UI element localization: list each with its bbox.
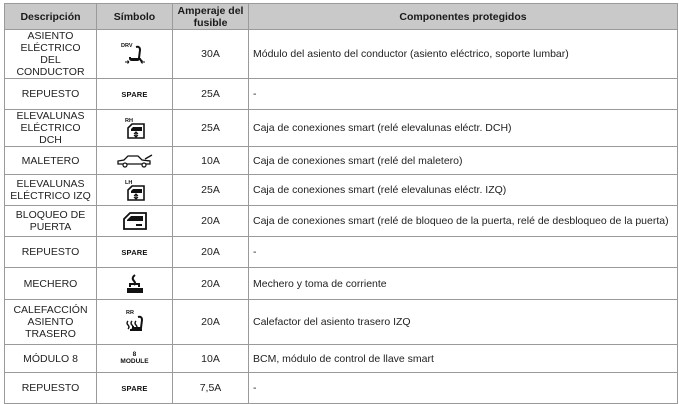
heated-seat-icon (121, 308, 149, 336)
row-components: Caja de conexiones smart (relé del maletero) (249, 147, 678, 175)
row-components: Calefactor del asiento trasero IZQ (249, 300, 678, 345)
row-symbol (97, 206, 173, 237)
row-description: REPUESTO (5, 373, 97, 404)
icon-label: LH (124, 180, 132, 186)
table-row (5, 300, 678, 345)
table-row (5, 206, 678, 237)
table-row (5, 110, 678, 147)
row-symbol (97, 30, 173, 79)
door-lock-icon (122, 211, 148, 231)
module-number: 8 (132, 351, 137, 358)
row-components: BCM, módulo de control de llave smart (249, 345, 678, 373)
header-symbol: Símbolo (97, 4, 173, 30)
row-description: ASIENTO ELÉCTRICO DEL CONDUCTOR (5, 30, 97, 79)
row-amperage: 25A (173, 79, 249, 110)
row-amperage: 20A (173, 237, 249, 268)
icon-label: DRV (120, 43, 133, 49)
row-description: ELEVALUNAS ELÉCTRICO IZQ (5, 175, 97, 206)
module-text: MODULE (120, 358, 149, 365)
row-amperage: 30A (173, 30, 249, 79)
row-amperage: 25A (173, 110, 249, 147)
table-row (5, 345, 678, 373)
table-row (5, 175, 678, 206)
row-symbol (97, 373, 173, 404)
row-description: ELEVALUNAS ELÉCTRICO DCH (5, 110, 97, 147)
header-components: Componentes protegidos (249, 4, 678, 30)
row-description: CALEFACCIÓN ASIENTO TRASERO (5, 300, 97, 345)
row-description: REPUESTO (5, 237, 97, 268)
row-amperage: 20A (173, 300, 249, 345)
row-symbol (97, 110, 173, 147)
power-window-icon (122, 178, 148, 202)
row-description: MALETERO (5, 147, 97, 175)
table-row (5, 373, 678, 404)
header-description: Descripción (5, 4, 97, 30)
row-symbol (97, 147, 173, 175)
spare-label: SPARE (121, 248, 148, 257)
table-row (5, 237, 678, 268)
table-header-row (5, 4, 678, 30)
header-amperage: Amperaje del fusible (173, 4, 249, 30)
row-amperage: 20A (173, 268, 249, 300)
row-description: REPUESTO (5, 79, 97, 110)
row-components: Caja de conexiones smart (relé elevalunas eléctr. DCH) (249, 110, 678, 147)
power-window-icon (122, 116, 148, 140)
row-components: - (249, 79, 678, 110)
row-symbol (97, 175, 173, 206)
table-row (5, 147, 678, 175)
row-components: Mechero y toma de corriente (249, 268, 678, 300)
row-symbol (97, 79, 173, 110)
spare-label: SPARE (121, 90, 148, 99)
trunk-icon (115, 153, 155, 169)
row-symbol (97, 300, 173, 345)
row-amperage: 7,5A (173, 373, 249, 404)
fuse-table (4, 3, 678, 404)
row-components: - (249, 373, 678, 404)
row-description: MECHERO (5, 268, 97, 300)
row-symbol (97, 268, 173, 300)
table-row (5, 30, 678, 79)
spare-label: SPARE (121, 384, 148, 393)
row-symbol (97, 345, 173, 373)
driver-seat-icon (120, 41, 150, 67)
cigar-lighter-icon (124, 273, 146, 295)
row-components: Módulo del asiento del conductor (asiento eléctrico, soporte lumbar) (249, 30, 678, 79)
module-label (120, 351, 148, 365)
row-components: Caja de conexiones smart (relé de bloqueo de la puerta, relé de desbloqueo de la puerta) (249, 206, 678, 237)
table-row (5, 268, 678, 300)
row-amperage: 10A (173, 345, 249, 373)
row-symbol (97, 237, 173, 268)
icon-label: RR (125, 310, 134, 316)
row-components: Caja de conexiones smart (relé elevalunas eléctr. IZQ) (249, 175, 678, 206)
row-components: - (249, 237, 678, 268)
table-row (5, 79, 678, 110)
row-amperage: 25A (173, 175, 249, 206)
row-amperage: 10A (173, 147, 249, 175)
icon-label: RH (124, 118, 133, 124)
row-description: MÓDULO 8 (5, 345, 97, 373)
row-description: BLOQUEO DE PUERTA (5, 206, 97, 237)
row-amperage: 20A (173, 206, 249, 237)
